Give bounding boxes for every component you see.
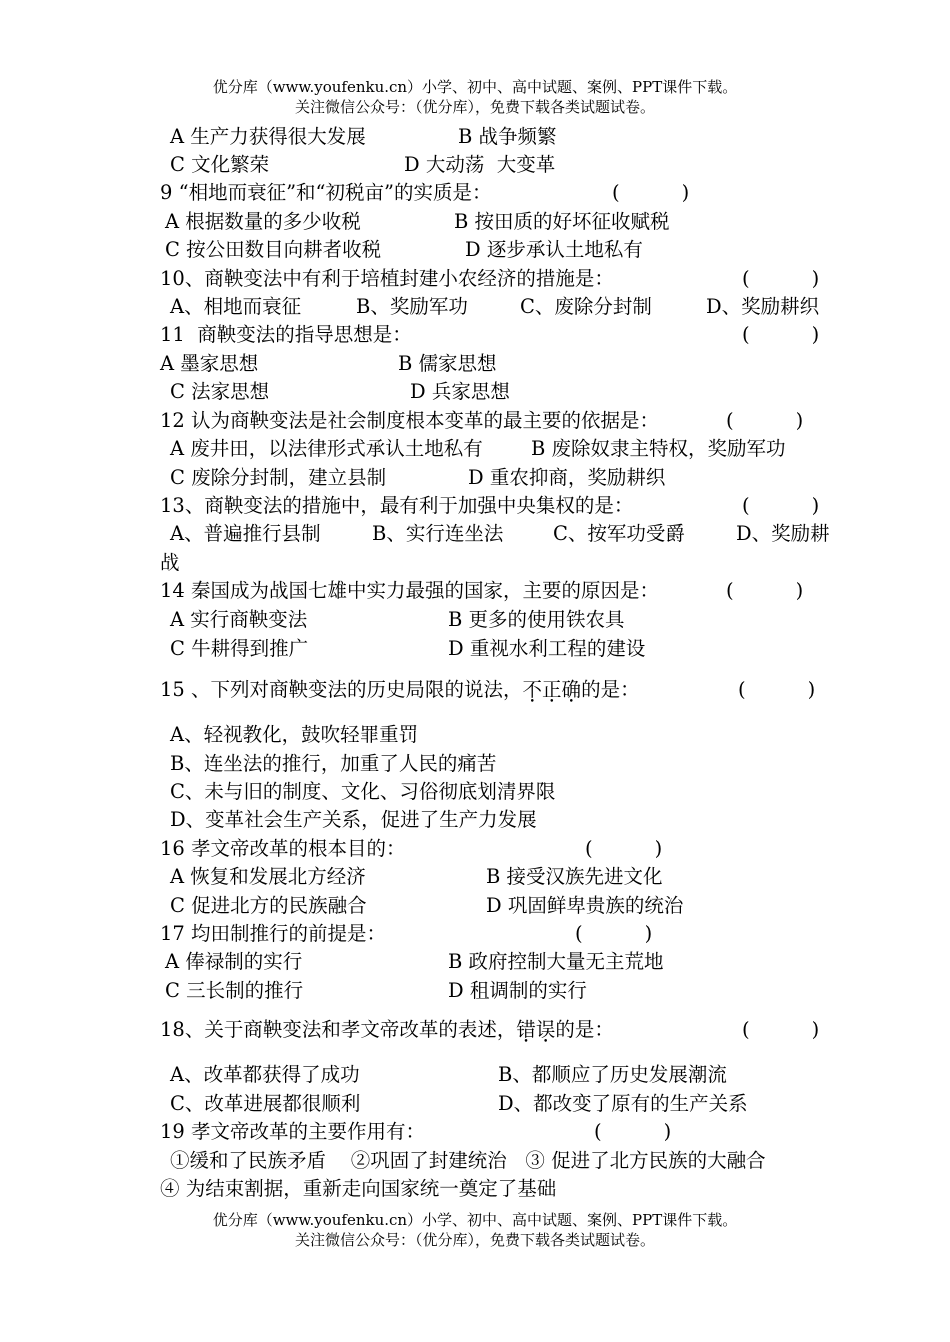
q10-option-b: B、奖励军功 bbox=[356, 295, 468, 318]
q15-option-a: A、轻视教化，鼓吹轻罪重罚 bbox=[170, 723, 419, 746]
q16-answer-paren: ( ) bbox=[585, 837, 663, 860]
q15-answer-paren: ( ) bbox=[738, 678, 816, 701]
footer-line-2: 关注微信公众号：（优分库），免费下载各类试题试卷。 bbox=[294, 1231, 655, 1249]
q19-answer-paren: ( ) bbox=[594, 1120, 672, 1143]
q13-option-d-continued: 战 bbox=[160, 551, 180, 574]
q12-answer-paren: ( ) bbox=[726, 409, 804, 432]
q12-option-d: D 重农抑商，奖励耕织 bbox=[468, 466, 666, 489]
q9-option-a: A 根据数量的多少收税 bbox=[165, 210, 361, 233]
q15-option-d: D、变革社会生产关系，促进了生产力发展 bbox=[170, 808, 537, 831]
q19-statements-line-1: ①缓和了民族矛盾 ②巩固了封建统治 ③ 促进了北方民族的大融合 bbox=[170, 1149, 766, 1172]
q18-emphasis-char-2: 误 bbox=[535, 1018, 556, 1041]
q14-option-c: C 牛耕得到推广 bbox=[170, 637, 309, 660]
q18-option-a: A、改革都获得了成功 bbox=[170, 1063, 360, 1086]
q9-option-d: D 逐步承认土地私有 bbox=[465, 238, 643, 261]
q13-stem: 13、商鞅变法的措施中，最有利于加强中央集权的是： bbox=[160, 494, 634, 517]
q17-option-b: B 政府控制大量无主荒地 bbox=[448, 950, 664, 973]
q11-option-d: D 兵家思想 bbox=[410, 380, 510, 403]
q10-answer-paren: ( ) bbox=[742, 267, 820, 290]
q9-option-b: B 按田质的好坏征收赋税 bbox=[454, 210, 670, 233]
q15-stem-pre: 15 、下列对商鞅变法的历史局限的说法， bbox=[160, 678, 523, 701]
q14-option-d: D 重视水利工程的建设 bbox=[448, 637, 646, 660]
q10-option-c: C、废除分封制 bbox=[520, 295, 652, 318]
q10-option-a: A、相地而衰征 bbox=[170, 295, 302, 318]
q14-stem: 14 秦国成为战国七雄中实力最强的国家，主要的原因是： bbox=[160, 579, 660, 602]
q18-option-b: B、都顺应了历史发展潮流 bbox=[498, 1063, 727, 1086]
q12-option-b: B 废除奴隶主特权，奖励军功 bbox=[531, 437, 786, 460]
q15-option-b: B、连坐法的推行，加重了人民的痛苦 bbox=[170, 752, 497, 775]
q19-stem: 19 孝文帝改革的主要作用有： bbox=[160, 1120, 426, 1143]
q16-option-a: A 恢复和发展北方经济 bbox=[170, 865, 366, 888]
q12-stem: 12 认为商鞅变法是社会制度根本变革的最主要的依据是： bbox=[160, 409, 660, 432]
q16-option-c: C 促进北方的民族融合 bbox=[170, 894, 367, 917]
q11-option-a: A 墨家思想 bbox=[160, 352, 259, 375]
q11-stem: 11 商鞅变法的指导思想是： bbox=[160, 323, 412, 346]
q14-option-b: B 更多的使用铁农具 bbox=[448, 608, 625, 631]
q17-answer-paren: ( ) bbox=[575, 922, 653, 945]
q12-option-c: C 废除分封制，建立县制 bbox=[170, 466, 387, 489]
q16-option-d: D 巩固鲜卑贵族的统治 bbox=[486, 894, 684, 917]
q15-emphasis-char-2: 正 bbox=[542, 678, 562, 701]
q13-option-a: A、普遍推行县制 bbox=[170, 522, 321, 545]
q15-emphasis-char-3: 确 bbox=[561, 678, 582, 701]
q15-emphasis-char-1: 不 bbox=[522, 678, 543, 701]
q19-statements-line-2: ④ 为结束割据，重新走向国家统一奠定了基础 bbox=[160, 1177, 557, 1200]
q8-option-d: D 大动荡 大变革 bbox=[404, 153, 556, 176]
q8-option-a: A 生产力获得很大发展 bbox=[170, 125, 366, 148]
header-line-2: 关注微信公众号：（优分库），免费下载各类试题试卷。 bbox=[294, 98, 655, 116]
q15-stem-post: 的是： bbox=[581, 678, 640, 701]
q15-option-c: C、未与旧的制度、文化、习俗彻底划清界限 bbox=[170, 780, 556, 803]
q10-option-d: D、奖励耕织 bbox=[706, 295, 820, 318]
q14-answer-paren: ( ) bbox=[726, 579, 804, 602]
q13-option-c: C、按军功受爵 bbox=[553, 522, 685, 545]
q11-option-c: C 法家思想 bbox=[170, 380, 270, 403]
q18-emphasis-char-1: 错 bbox=[516, 1018, 536, 1041]
q8-option-c: C 文化繁荣 bbox=[170, 153, 270, 176]
q18-option-d: D、都改变了原有的生产关系 bbox=[498, 1092, 748, 1115]
q8-option-b: B 战争频繁 bbox=[458, 125, 557, 148]
q9-stem: 9 “相地而衰征”和“初税亩”的实质是： bbox=[160, 181, 492, 204]
q18-stem-pre: 18、关于商鞅变法和孝文帝改革的表述， bbox=[160, 1018, 517, 1041]
q16-option-b: B 接受汉族先进文化 bbox=[486, 865, 663, 888]
q17-option-d: D 租调制的实行 bbox=[448, 979, 587, 1002]
footer-line-1: 优分库（www.youfenku.cn）小学、初中、高中试题、案例、PPT课件下载。 bbox=[212, 1211, 738, 1229]
q14-option-a: A 实行商鞅变法 bbox=[170, 608, 308, 631]
q13-option-d: D、奖励耕 bbox=[736, 522, 830, 545]
q17-stem: 17 均田制推行的前提是： bbox=[160, 922, 387, 945]
q11-answer-paren: ( ) bbox=[742, 323, 820, 346]
q17-option-c: C 三长制的推行 bbox=[165, 979, 304, 1002]
q15-stem bbox=[160, 677, 640, 703]
q9-answer-paren: ( ) bbox=[612, 181, 690, 204]
q13-option-b: B、实行连坐法 bbox=[372, 522, 504, 545]
q11-option-b: B 儒家思想 bbox=[398, 352, 497, 375]
q13-answer-paren: ( ) bbox=[742, 494, 820, 517]
q18-stem-post: 的是： bbox=[555, 1018, 614, 1041]
q17-option-a: A 俸禄制的实行 bbox=[165, 950, 303, 973]
q16-stem: 16 孝文帝改革的根本目的： bbox=[160, 837, 406, 860]
q18-answer-paren: ( ) bbox=[742, 1018, 820, 1041]
q18-stem bbox=[160, 1017, 614, 1043]
q10-stem: 10、商鞅变法中有利于培植封建小农经济的措施是： bbox=[160, 267, 614, 290]
q9-option-c: C 按公田数目向耕者收税 bbox=[165, 238, 382, 261]
q12-option-a: A 废井田，以法律形式承认土地私有 bbox=[170, 437, 483, 460]
header-line-1: 优分库（www.youfenku.cn）小学、初中、高中试题、案例、PPT课件下载。 bbox=[212, 78, 738, 96]
q18-option-c: C、改革进展都很顺利 bbox=[170, 1092, 361, 1115]
